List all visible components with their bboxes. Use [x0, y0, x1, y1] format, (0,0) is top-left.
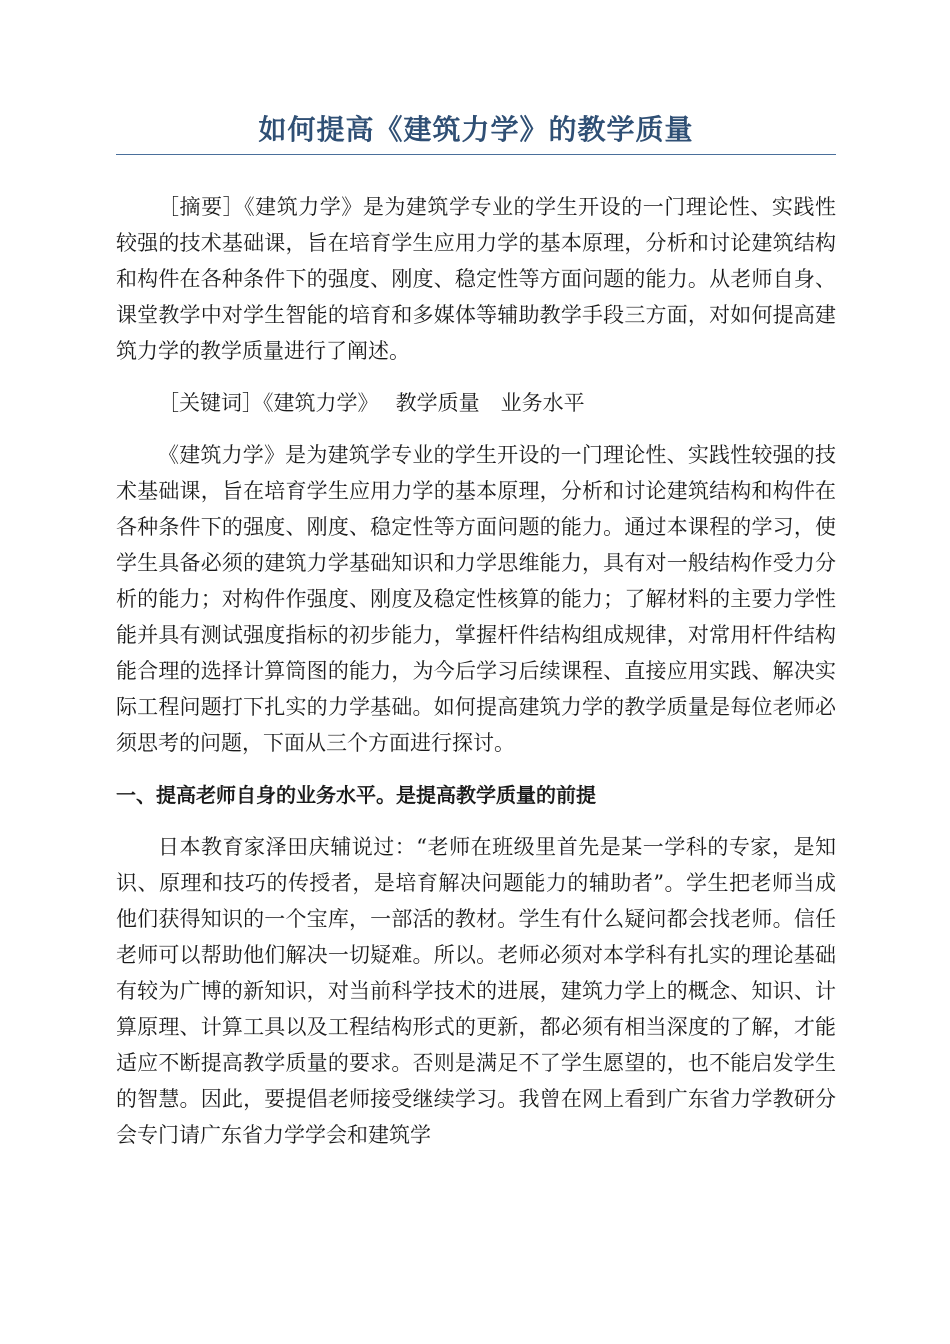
abstract-paragraph: ［摘要］《建筑力学》是为建筑学专业的学生开设的一门理论性、实践性较强的技术基础课，旨在培育学生应用力学的基本原理，分析和讨论建筑结构和构件在各种条件下的强度、刚度、稳定性等方面问题的能力。从老师自身、课堂教学中对学生智能的培育和多媒体等辅助教学手段三方面，对如何提高建筑力学的教学质量进行了阐述。 — [116, 195, 836, 363]
keywords-line: ［关键词］《建筑力学》 教学质量 业务水平 — [158, 391, 585, 415]
intro-paragraph: 《建筑力学》是为建筑学专业的学生开设的一门理论性、实践性较强的技术基础课，旨在培育学生应用力学的基本原理，分析和讨论建筑结构和构件在各种条件下的强度、刚度、稳定性等方面问题的能力。通过本课程的学习，使学生具备必须的建筑力学基础知识和力学思维能力，具有对一般结构作受力分析的能力；对构件作强度、刚度及稳定性核算的能力；了解材料的主要力学性能并具有测试强度指标的初步能力，掌握杆件结构组成规律，对常用杆件结构能合理的选择计算筒图的能力，为今后学习后续课程、直接应用实践、解决实际工程问题打下扎实的力学基础。如何提高建筑力学的教学质量是每位老师必须思考的问题，下面从三个方面进行探讨。 — [116, 443, 836, 755]
title-underline — [116, 154, 836, 155]
section-1-paragraph: 日本教育家泽田庆辅说过：“老师在班级里首先是某一学科的专家，是知识、原理和技巧的传授者，是培育解决问题能力的辅助者”。学生把老师当成他们获得知识的一个宝库，一部活的教材。学生有什么疑问都会找老师。信任老师可以帮助他们解决一切疑难。所以。老师必须对本学科有扎实的理论基础有较为广博的新知识，对当前科学技术的进展，建筑力学上的概念、知识、计算原理、计算工具以及工程结构形式的更新，都必须有相当深度的了解，才能适应不断提高教学质量的要求。否则是满足不了学生愿望的，也不能启发学生的智慧。因此，要提倡老师接受继续学习。我曾在网上看到广东省力学教研分会专门请广东省力学学会和建筑学 — [116, 835, 836, 1147]
document-title: 如何提高《建筑力学》的教学质量 — [258, 113, 694, 146]
section-1-heading: 一、提高老师自身的业务水平。是提高教学质量的前提 — [116, 783, 596, 807]
document-page — [116, 110, 836, 1153]
